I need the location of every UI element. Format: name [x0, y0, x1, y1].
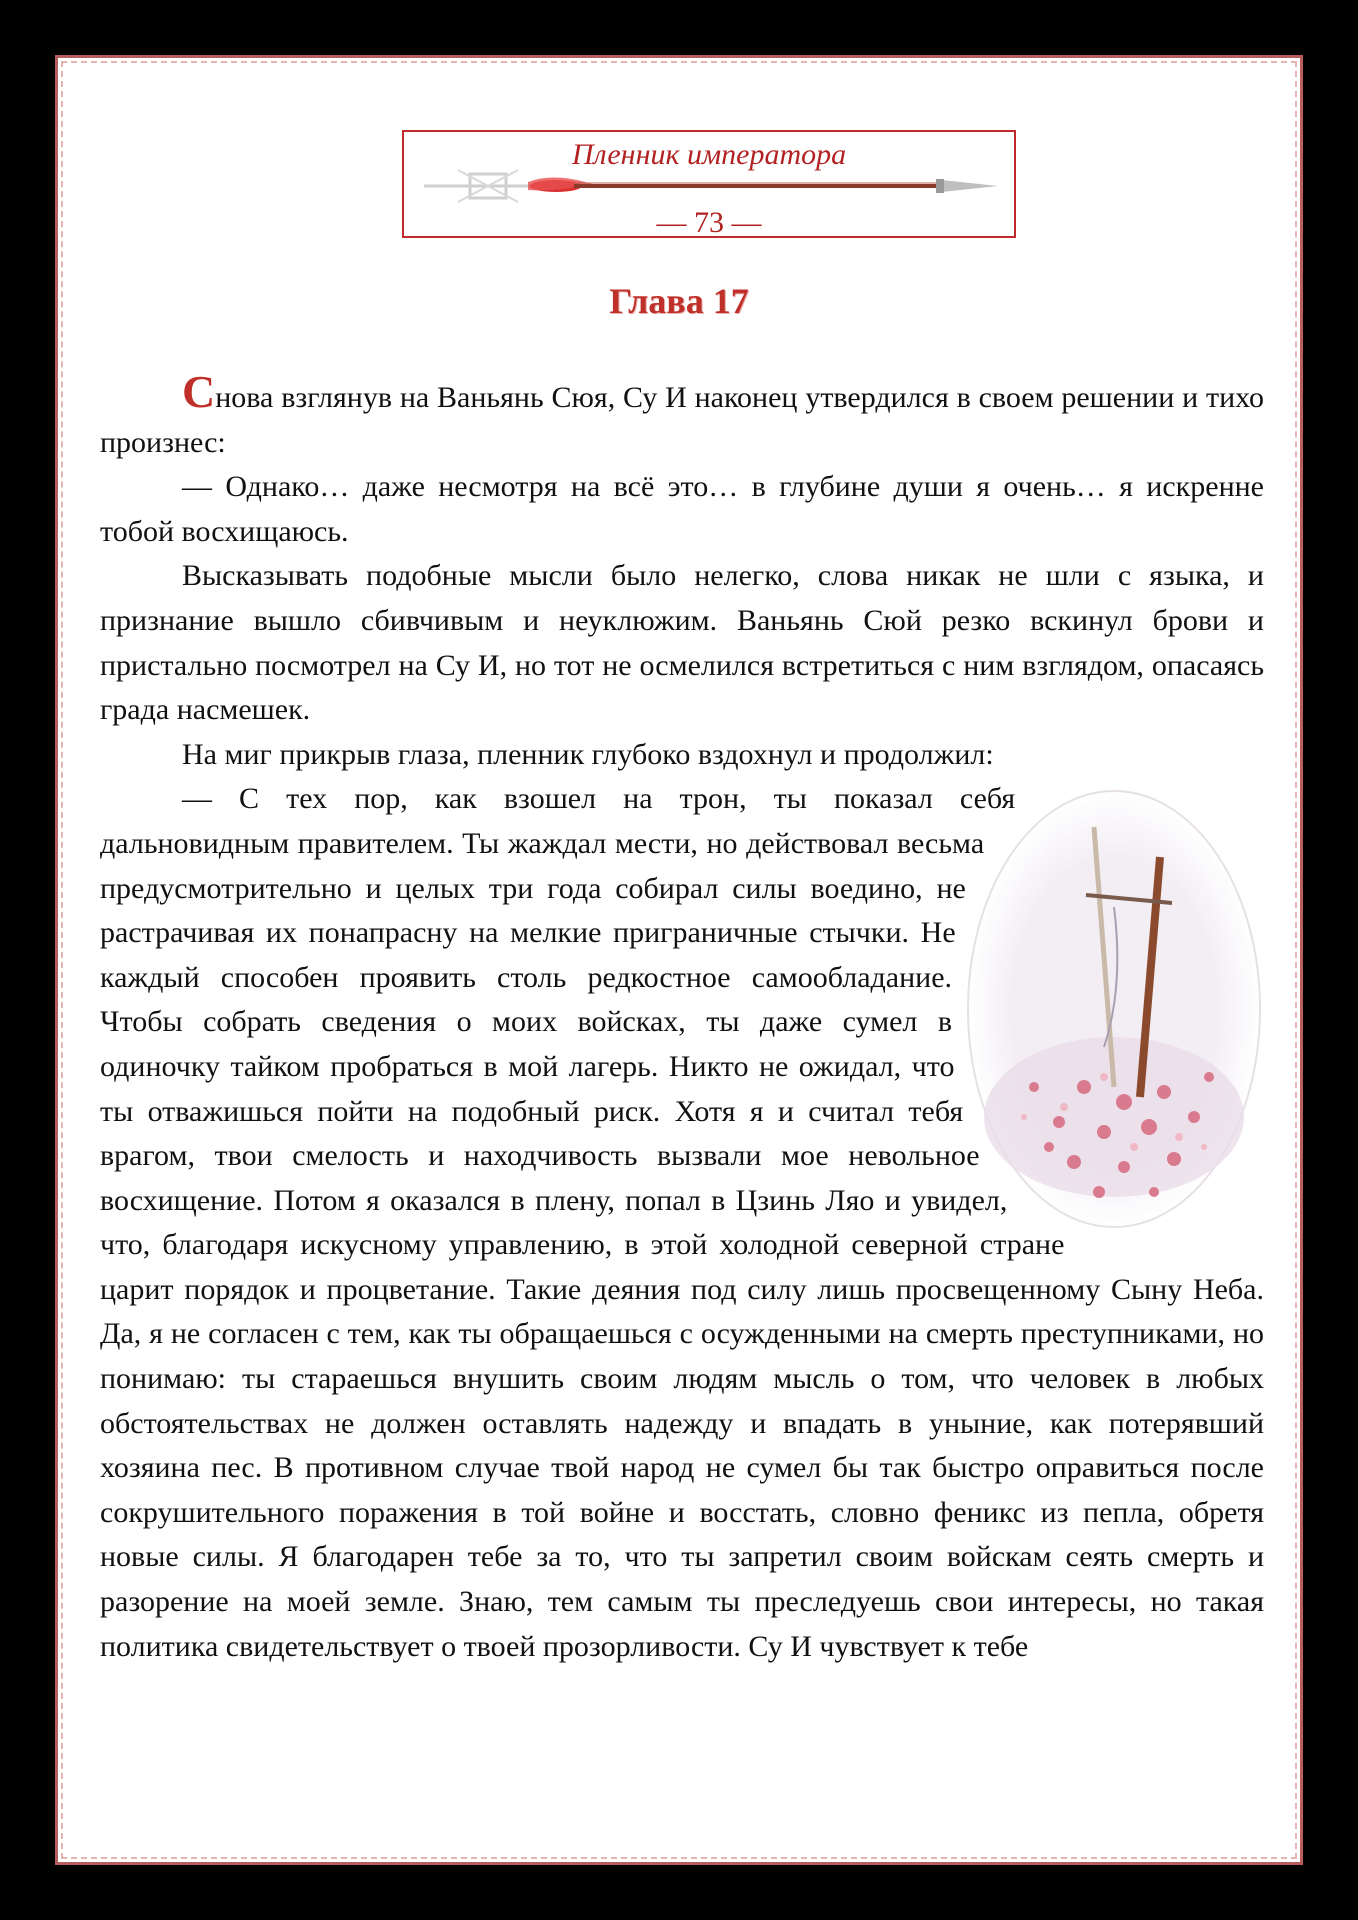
book-title: Пленник императора	[571, 138, 847, 171]
chapter-title: Глава 17	[609, 281, 749, 321]
body-text	[100, 366, 1264, 1669]
paragraph-5: — С тех пор, как взошел на трон, ты показал себя дальновидным правителем. Ты жаждал мести, но действовал весьма предусмотрительно и целых три года собирал силы воедино, не растрачивая их понапрасну на мелкие приграничные стычки. Не каждый способен проявить столь редкостное самообладание. Чтобы собрать сведения о моих войсках, ты даже сумел в одиночку тайком пробраться в мой лагерь. Никто не ожидал, что ты отважишься пойти на подобный риск. Хотя я и считал тебя врагом, твои смелость и находчивость вызвали мое невольное восхищение. Потом я оказался в плену, попал в Цзинь Ляо и увидел, что, благодаря искусному управлению, в этой холодной северной стране царит порядок и процветание. Такие деяния под силу лишь просвещенному Сыну Неба. Да, я не согласен с тем, как ты обращаешься с осужденными на смерть преступниками, но понимаю: ты стараешься внушить своим людям мысль о том, что человек в любых обстоятельствах не должен оставлять надежду и впадать в уныние, как потерявший хозяина пес. В противном случае твой народ не сумел бы так быстро оправиться после сокрушительного поражения в той войне и восстать, словно феникс из пепла, обретя новые силы. Я благодарен тебе за то, что ты запретил своим войскам сеять смерть и разорение на моей земле. Знаю, тем самым ты преследуешь свои интересы, но такая политика свидетельствует о твоей прозорливости. Су И чувствует к тебе	[100, 782, 1264, 1663]
drop-cap: С	[182, 366, 216, 417]
spear-ornament-icon	[424, 166, 998, 206]
paragraph-1: Снова взглянув на Ваньянь Сюя, Су И наконец утвердился в своем решении и тихо произнес:	[100, 366, 1264, 459]
running-header	[402, 130, 1016, 238]
paragraph-4: На миг прикрыв глаза, пленник глубоко вздохнул и продолжил:	[182, 737, 994, 771]
page-number: — 73 —	[656, 206, 762, 239]
swords-in-snow-oval-illustration	[964, 787, 1264, 1232]
paragraph-3: Высказывать подобные мысли было нелегко, слова никак не шли с языка, и признание вышло сбивчивым и неуклюжим. Ваньянь Сюй резко вскинул брови и пристально посмотрел на Су И, но тот не осмелился встретиться с ним взглядом, опасаясь града насмешек.	[100, 559, 1264, 727]
page	[55, 55, 1303, 1865]
paragraph-2: — Однако… даже несмотря на всё это… в глубине души я очень… я искренне тобой восхищаюсь.	[100, 470, 1264, 548]
